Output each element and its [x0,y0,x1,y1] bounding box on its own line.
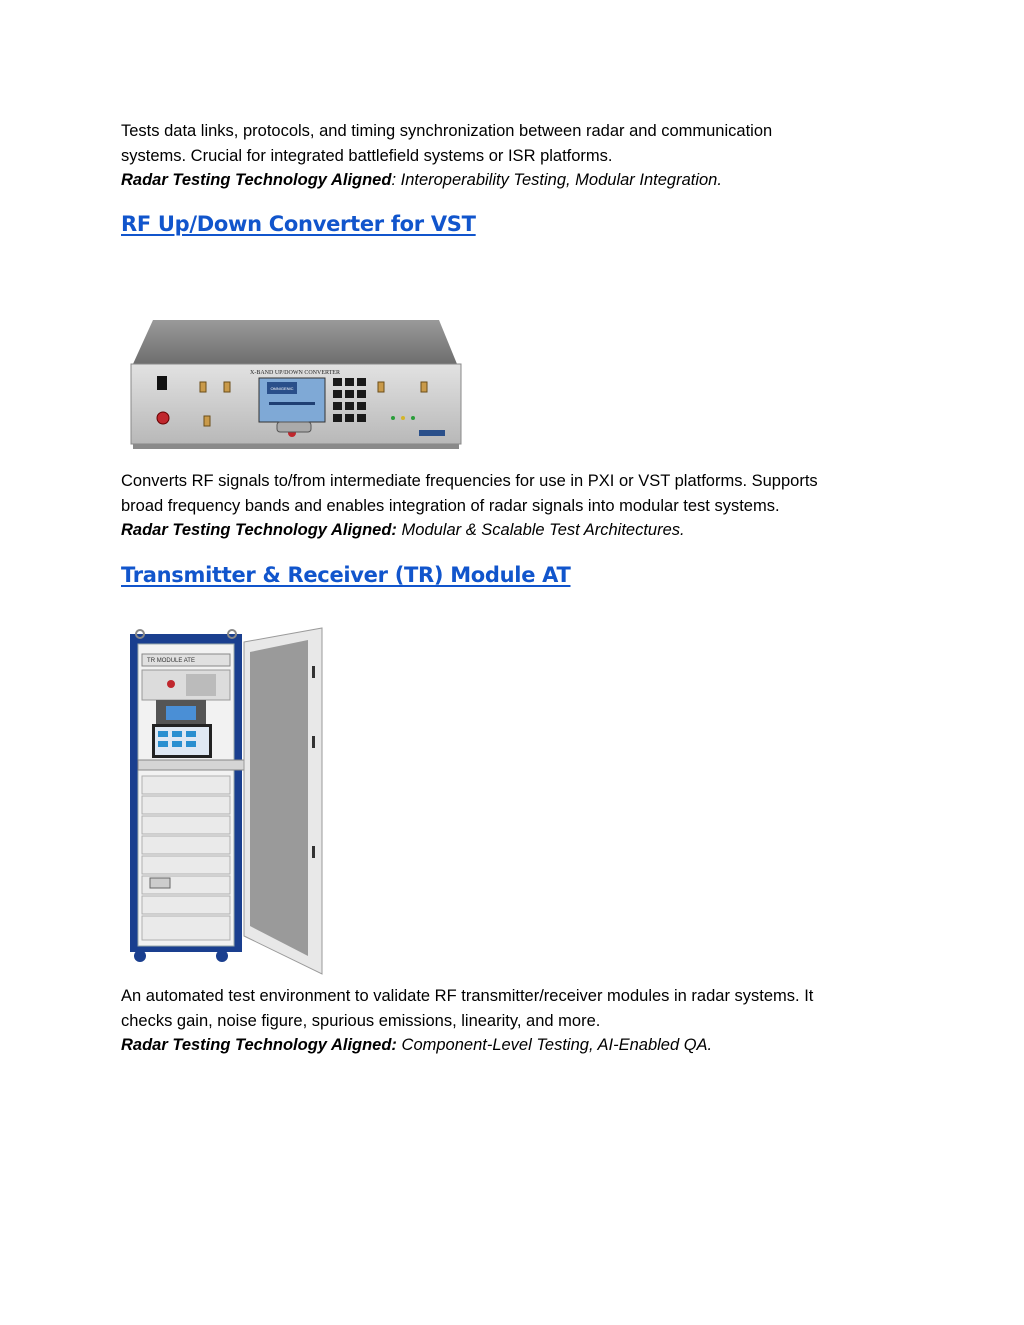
tr-module-heading-link[interactable]: Transmitter & Receiver (TR) Module AT [121,563,571,587]
converter-line-1: Converts RF signals to/from intermediate frequencies for use in PXI or VST platforms. Supports [121,472,818,490]
tr-line-1: An automated test environment to validate RF transmitter/receiver modules in radar systems. It [121,987,814,1005]
intro-line-1: Tests data links, protocols, and timing synchronization between radar and communication [121,122,773,140]
converter-panel-title: X-BAND UP/DOWN CONVERTER [250,370,340,376]
tr-module-cabinet-image [126,626,326,976]
intro-paragraph [121,119,911,193]
rf-converter-image [127,318,463,454]
converter-aligned-value: Modular & Scalable Test Architectures. [396,521,685,539]
converter-line-2: broad frequency bands and enables integration of radar signals into modular test systems. [121,496,780,515]
intro-line-2: systems. Crucial for integrated battlefield systems or ISR platforms. [121,146,613,165]
intro-aligned-label: Radar Testing Technology Aligned [121,171,392,189]
tr-module-paragraph [121,984,911,1058]
converter-paragraph [121,469,911,543]
converter-logo-text: OMNIGENIC [270,386,294,391]
cabinet-label: TR MODULE ATE [147,658,195,664]
tr-aligned-label: Radar Testing Technology Aligned: [121,1036,397,1054]
tr-line-2: checks gain, noise figure, spurious emissions, linearity, and more. [121,1011,601,1030]
converter-aligned-label: Radar Testing Technology Aligned: [121,521,397,539]
converter-heading-link[interactable]: RF Up/Down Converter for VST [121,212,476,236]
tr-aligned-value: Component-Level Testing, AI-Enabled QA. [396,1036,713,1054]
intro-aligned-value: : Interoperability Testing, Modular Integration. [391,171,722,189]
